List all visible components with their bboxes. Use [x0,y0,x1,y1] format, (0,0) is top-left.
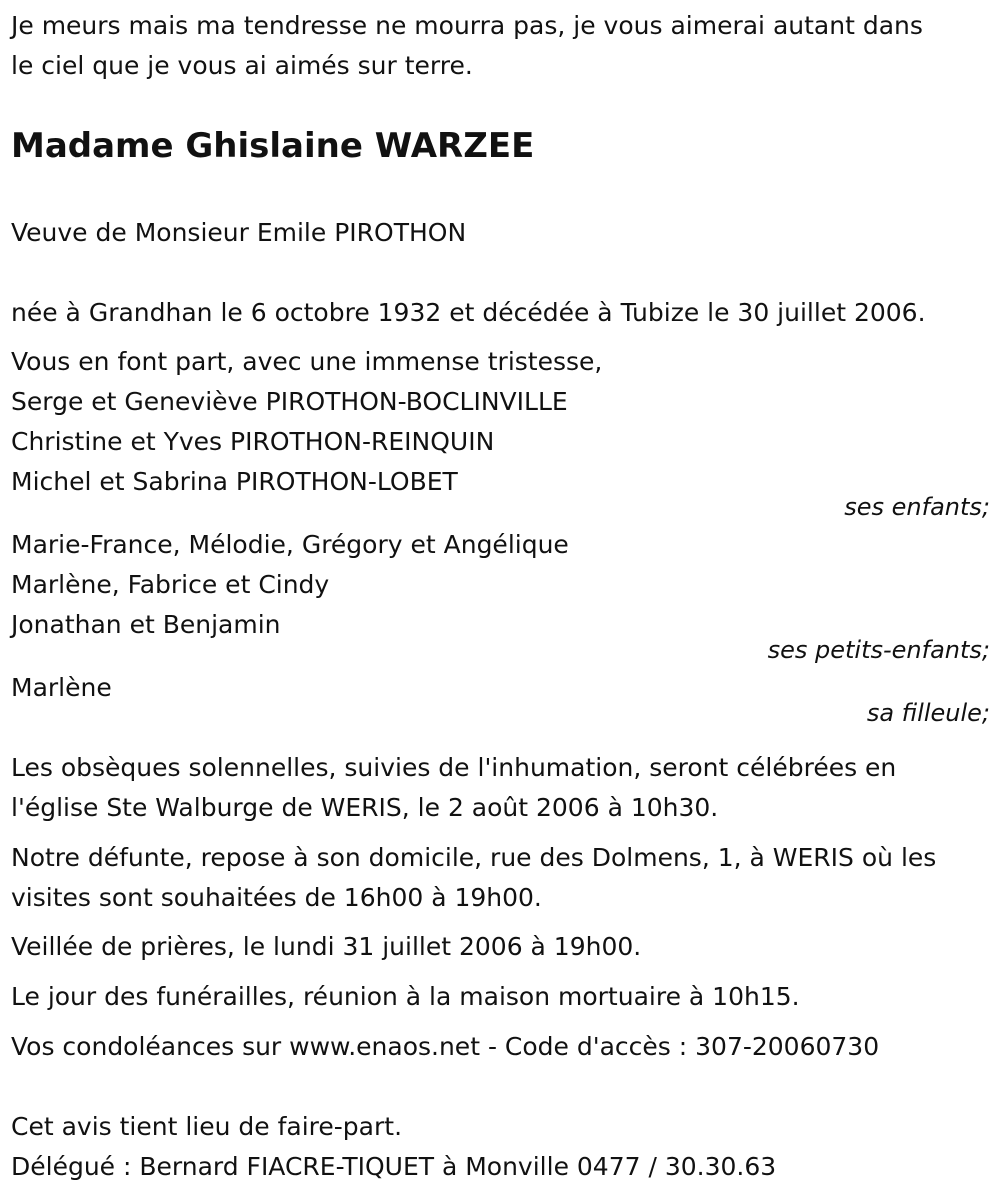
child-line: Christine et Yves PIROTHON-REINQUIN [11,427,495,456]
grandchildren-role: ses petits-enfants; [767,636,990,664]
children-role: ses enfants; [844,493,990,521]
grandchild-line: Marie-France, Mélodie, Grégory et Angélique [11,530,569,559]
grandchild-line: Marlène, Fabrice et Cindy [11,570,330,599]
rest-line-2: visites sont souhaitées de 16h00 à 19h00. [11,883,542,912]
goddaughter-role: sa filleule; [866,699,990,727]
announcement-intro: Vous en font part, avec une immense tristesse, [11,347,603,376]
rest-line-1: Notre défunte, repose à son domicile, rue des Dolmens, 1, à WERIS où les [11,843,937,872]
deceased-name: Madame Ghislaine WARZEE [11,126,535,166]
condolences: Vos condoléances sur www.enaos.net - Code d'accès : 307-20060730 [11,1032,880,1061]
birth-death: née à Grandhan le 6 octobre 1932 et décédée à Tubize le 30 juillet 2006. [11,298,926,327]
grandchild-line: Jonathan et Benjamin [11,610,281,639]
notice: Cet avis tient lieu de faire-part. [11,1112,403,1141]
funeral-line-1: Les obsèques solennelles, suivies de l'inhumation, seront célébrées en [11,753,897,782]
prayer-vigil: Veillée de prières, le lundi 31 juillet 2006 à 19h00. [11,932,642,961]
epitaph-line-1: Je meurs mais ma tendresse ne mourra pas, je vous aimerai autant dans [11,11,923,40]
goddaughter: Marlène [11,673,112,702]
widow-of: Veuve de Monsieur Emile PIROTHON [11,218,467,247]
funeral-day: Le jour des funérailles, réunion à la maison mortuaire à 10h15. [11,982,800,1011]
delegate: Délégué : Bernard FIACRE-TIQUET à Monville 0477 / 30.30.63 [11,1152,777,1181]
child-line: Serge et Geneviève PIROTHON-BOCLINVILLE [11,387,568,416]
epitaph-line-2: le ciel que je vous ai aimés sur terre. [11,51,473,80]
funeral-line-2: l'église Ste Walburge de WERIS, le 2 août 2006 à 10h30. [11,793,719,822]
child-line: Michel et Sabrina PIROTHON-LOBET [11,467,458,496]
